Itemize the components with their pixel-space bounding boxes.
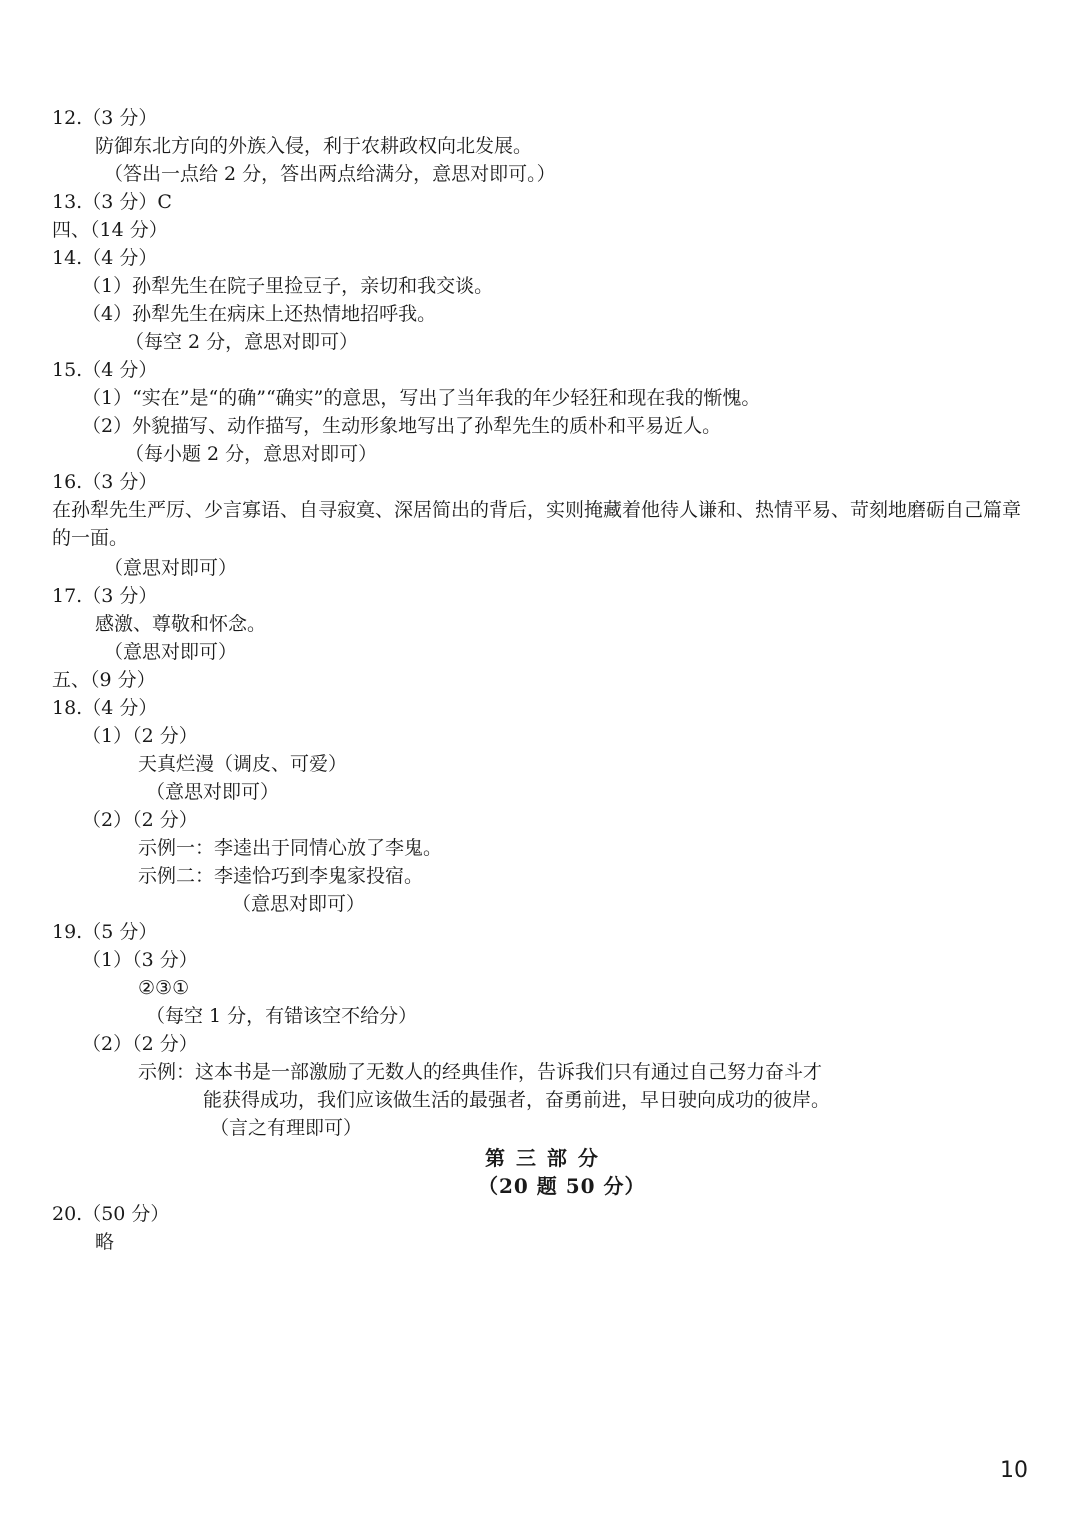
question-17-header: 17.（3 分） (52, 585, 158, 607)
question-18-part-2-note: （意思对即可） (232, 893, 366, 915)
question-15-note: （每小题 2 分，意思对即可） (125, 443, 378, 465)
section-4-header: 四、（14 分） (52, 219, 168, 241)
question-15-item-2: （2）外貌描写、动作描写，生动形象地写出了孙犁先生的质朴和平易近人。 (82, 415, 722, 437)
question-15-item-1: （1）“实在”是“的确”“确实”的意思，写出了当年我的年少轻狂和现在我的惭愧。 (82, 387, 761, 409)
question-18-part-1-answer: 天真烂漫（调皮、可爱） (138, 753, 348, 775)
question-13-answer: 13.（3 分）C (52, 191, 172, 213)
question-12-header: 12.（3 分） (52, 107, 158, 129)
part-3-subtitle: （20 题 50 分） (478, 1174, 646, 1198)
question-19-header: 19.（5 分） (52, 921, 158, 943)
question-18-example-1: 示例一：李逵出于同情心放了李鬼。 (138, 837, 443, 859)
question-15-header: 15.（4 分） (52, 359, 158, 381)
question-12-note: （答出一点给 2 分，答出两点给满分，意思对即可。） (104, 163, 556, 185)
question-14-item-4: （4）孙犁先生在病床上还热情地招呼我。 (82, 303, 437, 325)
question-14-note: （每空 2 分，意思对即可） (125, 331, 359, 353)
question-14-item-1: （1）孙犁先生在院子里捡豆子，亲切和我交谈。 (82, 275, 494, 297)
question-12-answer: 防御东北方向的外族入侵，利于农耕政权向北发展。 (95, 135, 533, 157)
question-19-example-line-2: 能获得成功，我们应该做生活的最强者，奋勇前进，早日驶向成功的彼岸。 (203, 1089, 831, 1111)
question-18-part-1-note: （意思对即可） (146, 781, 280, 803)
question-19-part-1-answer: ②③① (138, 977, 190, 999)
question-17-note: （意思对即可） (104, 641, 238, 663)
question-20-header: 20.（50 分） (52, 1203, 170, 1225)
question-18-header: 18.（4 分） (52, 697, 158, 719)
question-19-part-2: （2）（2 分） (82, 1033, 198, 1055)
question-17-answer: 感激、尊敬和怀念。 (95, 613, 267, 635)
question-18-part-1: （1）（2 分） (82, 725, 198, 747)
question-19-part-1-note: （每空 1 分，有错该空不给分） (146, 1005, 418, 1027)
page-number: 10 (1000, 1458, 1028, 1483)
question-20-answer: 略 (95, 1231, 115, 1253)
question-14-header: 14.（4 分） (52, 247, 158, 269)
section-5-header: 五、（9 分） (52, 669, 156, 691)
question-18-part-2: （2）（2 分） (82, 809, 198, 831)
question-18-example-2: 示例二：李逵恰巧到李鬼家投宿。 (138, 865, 424, 887)
part-3-title: 第 三 部 分 (485, 1146, 600, 1170)
question-16-note: （意思对即可） (104, 557, 238, 579)
question-16-answer: 在孙犁先生严厉、少言寡语、自寻寂寞、深居简出的背后，实则掩藏着他待人谦和、热情平易、苛刻地磨砺自己篇章的一面。 (52, 499, 1022, 549)
question-19-part-1: （1）（3 分） (82, 949, 198, 971)
question-16-header: 16.（3 分） (52, 471, 158, 493)
question-19-part-2-note: （言之有理即可） (210, 1117, 363, 1139)
question-19-example-line-1: 示例：这本书是一部激励了无数人的经典佳作，告诉我们只有通过自己努力奋斗才 (138, 1061, 823, 1083)
